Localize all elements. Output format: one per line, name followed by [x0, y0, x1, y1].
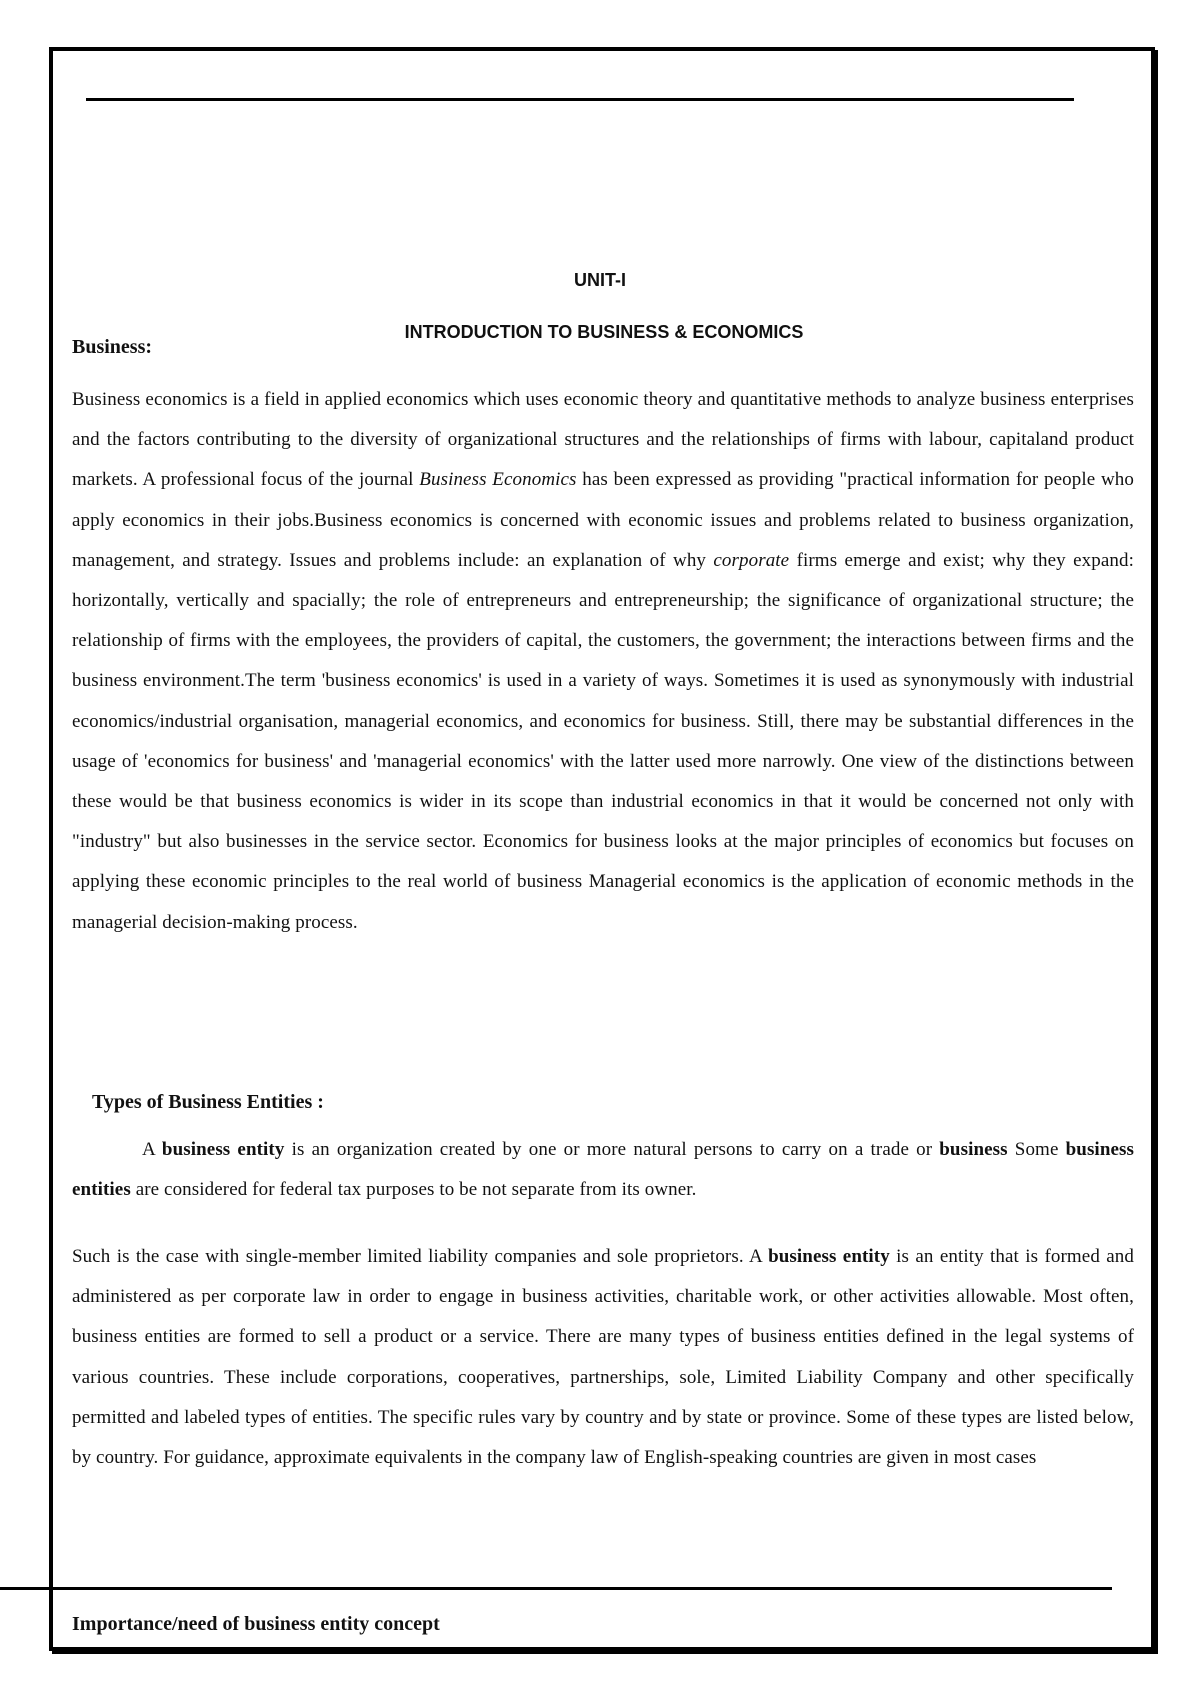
types-paragraph-2: Such is the case with single-member limited liability companies and sole proprietors. A business entity is an entity that is formed and administered as per corporate law in order to engage in business activities, charitable work, or other activities allowable. Most often, business entities are formed to sell a product or a service. There are many types of business entities defined in the legal systems of various countries. These include corporations, cooperatives, partnerships, sole, Limited Liability Company and other specifically permitted and labeled types of entities. The specific rules vary by country and by state or province. Some of these types are listed below, by country. For guidance, approximate equivalents in the company law of English-speaking countries are given in most cases: [72, 1246, 1134, 1469]
types-heading: Types of Business Entities :: [92, 1091, 324, 1113]
footer-rule: [0, 1587, 1112, 1590]
business-paragraph: Business economics is a field in applied economics which uses economic theory and quantitative methods to analyze business enterprises and the factors contributing to the diversity of organizational structures and the relationships of firms with labour, capitaland product markets. A professional focus of the journal Business Economics has been expressed as providing "practical information for people who apply economics in their jobs.Business economics is concerned with economic issues and problems related to business organization, management, and strategy. Issues and problems include: an explanation of why corporate firms emerge and exist; why they expand: horizontally, vertically and spacially; the role of entrepreneurs and entrepreneurship; the significance of organizational structure; the relationship of firms with the employees, the providers of capital, the customers, the government; the interactions between firms and the business environment.The term 'business economics' is used in a variety of ways. Sometimes it is used as synonymously with industrial economics/industrial organisation, managerial economics, and economics for business. Still, there may be substantial differences in the usage of 'economics for business' and 'managerial economics' with the latter used more narrowly. One view of the distinctions between these would be that business economics is wider in its scope than industrial economics in that it would be concerned not only with "industry" but also businesses in the service sector. Economics for business looks at the major principles of economics but focuses on applying these economic principles to the real world of business Managerial economics is the application of economic methods in the managerial decision-making process.: [72, 389, 1134, 933]
header-rule: [86, 98, 1074, 101]
business-heading: Business:: [72, 336, 153, 358]
unit-subtitle: INTRODUCTION TO BUSINESS & ECONOMICS: [404, 322, 804, 342]
types-paragraph-1: A business entity is an organization created by one or more natural persons to carry on a trade or business Some business entities are considered for federal tax purposes to be not separate from its owner.: [72, 1139, 1135, 1201]
unit-title: UNIT-I: [574, 270, 626, 290]
importance-heading: Importance/need of business entity concept: [72, 1613, 440, 1635]
